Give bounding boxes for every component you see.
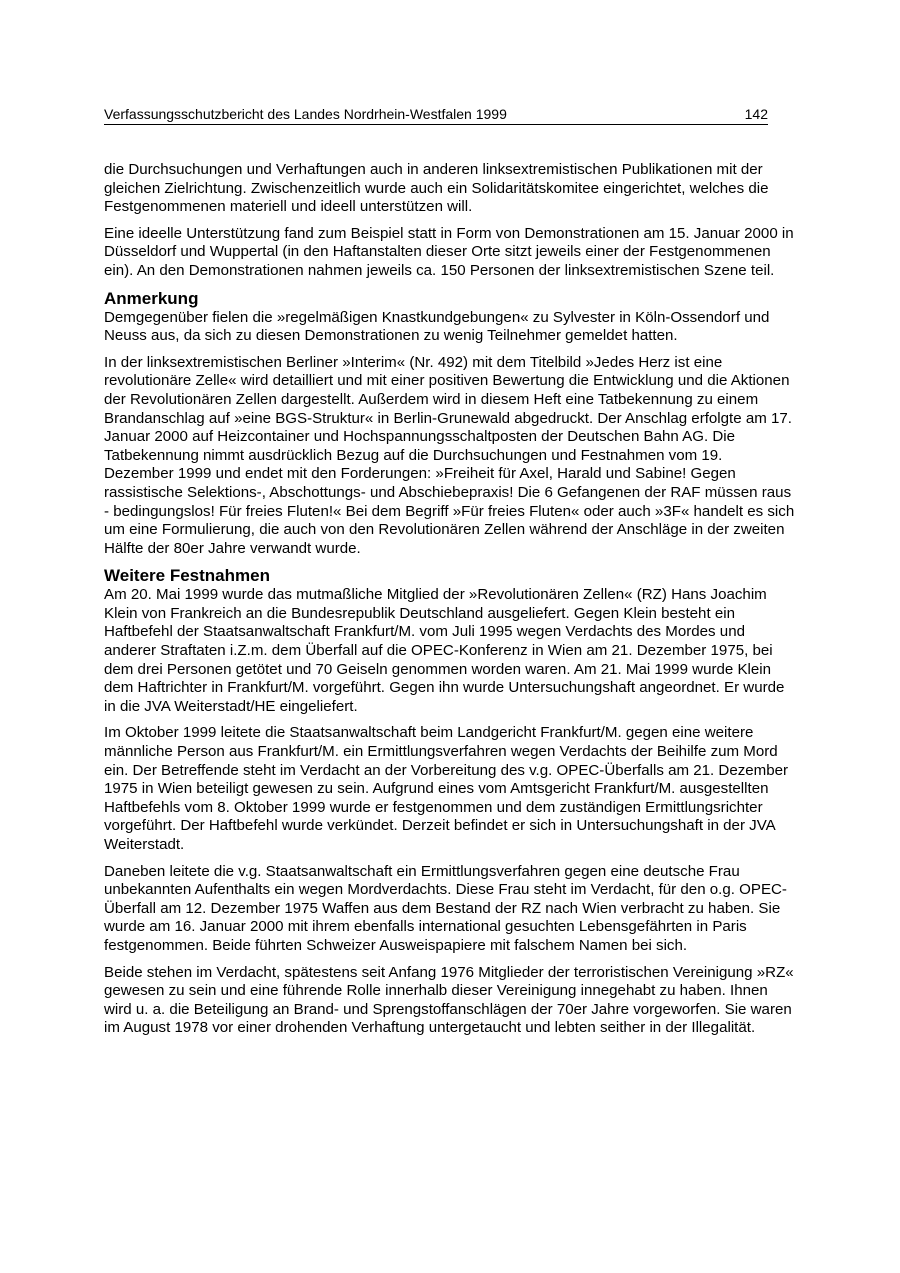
paragraph: Daneben leitete die v.g. Staatsanwaltschaft ein Ermittlungsverfahren gegen eine deutsche Frau unbekannten Aufenthalts ein wegen Mordverdachts. Diese Frau steht im Verdacht, für den o.g. OPEC-Überfall am 12. Dezember 1975 Waffen aus dem Bestand der RZ nach Wien verbracht zu haben. Sie wurde am 16. Januar 2000 mit ihrem ebenfalls international gesuchten Lebensgefährten in Paris festgenommen. Beide führten Schweizer Ausweispapiere mit falschem Namen bei sich. xyxy=(104,862,787,954)
paragraph: Im Oktober 1999 leitete die Staatsanwaltschaft beim Landgericht Frankfurt/M. gegen eine weitere männliche Person aus Frankfurt/M. ein Ermittlungsverfahren wegen Verdachts der Beihilfe zum Mord ein. Der Betreffende steht im Verdacht an der Vorbereitung des v.g. OPEC-Überfalls am 21. Dezember 1975 in Wien beteiligt gewesen zu sein. Aufgrund eines vom Amtsgericht Frankfurt/M. ausgestellten Haftbefehls vom 8. Oktober 1999 wurde er festgenommen und dem zuständigen Ermittlungsrichter vorgeführt. Der Haftbefehl wurde verkündet. Derzeit befindet er sich in Untersuchungshaft in der JVA Weiterstadt. xyxy=(104,724,789,853)
document-body xyxy=(104,161,796,1038)
page-number: 142 xyxy=(744,106,768,122)
paragraph: Beide stehen im Verdacht, spätestens seit Anfang 1976 Mitglieder der terroristischen Vereinigung »RZ« gewesen zu sein und eine führende Rolle innerhalb dieser Vereinigung innegehabt zu haben. Ihnen wird u. a. die Beteiligung an Brand- und Sprengstoffanschlägen der 70er Jahre vorgeworfen. Sie waren im August 1978 vor einer drohenden Verhaftung untergetaucht und lebten seither in der Illegalität. xyxy=(104,963,794,1037)
document-page xyxy=(104,104,796,1046)
header-title: Verfassungsschutzbericht des Landes Nordrhein-Westfalen 1999 xyxy=(104,106,507,122)
paragraph: In der linksextremistischen Berliner »Interim« (Nr. 492) mit dem Titelbild »Jedes Herz ist eine revolutionäre Zelle« wird detailliert und mit einer positiven Bewertung die Entwicklung und die Aktionen der Revolutionären Zellen dargestellt. Außerdem wird in diesem Heft eine Tatbekennung zu einem Brandanschlag auf »eine BGS-Struktur« in Berlin-Grunewald abgedruckt. Der Anschlag erfolgte am 17. Januar 2000 auf Heizcontainer und Hochspannungsschaltposten der Deutschen Bahn AG. Die Tatbekennung nimmt ausdrücklich Bezug auf die Durchsuchungen und Festnahmen vom 19. Dezember 1999 und endet mit den Forderungen: »Freiheit für Axel, Harald und Sabine! Gegen rassistische Selektions-, Abschottungs- und Abschiebepraxis! Die 6 Gefangenen der RAF müssen raus - bedingungslos! Für freies Fluten!« Bei dem Begriff »Für freies Fluten« oder auch »3F« handelt es sich um eine Formulierung, die auch von den Revolutionären Zellen während der Anschläge in der zweiten Hälfte der 80er Jahre verwandt wurde. xyxy=(104,353,795,557)
paragraph: Demgegenüber fielen die »regelmäßigen Knastkundgebungen« zu Sylvester in Köln-Ossendorf und Neuss aus, da sich zu diesen Demonstrationen zu wenig Teilnehmer gemeldet hatten. xyxy=(104,308,770,345)
paragraph: die Durchsuchungen und Verhaftungen auch in anderen linksextremistischen Publikationen mit der gleichen Zielrichtung. Zwischenzeitlich wurde auch ein Solidaritätskomitee eingerichtet, welches die Festgenommenen materiell und ideell unterstützen will. xyxy=(104,161,769,216)
section-heading-weitere-festnahmen: Weitere Festnahmen xyxy=(104,566,270,586)
paragraph: Am 20. Mai 1999 wurde das mutmaßliche Mitglied der »Revolutionären Zellen« (RZ) Hans Joachim Klein von Frankreich an die Bundesrepublik Deutschland ausgeliefert. Gegen Klein besteht ein Haftbefehl der Staatsanwaltschaft Frankfurt/M. vom Juli 1995 wegen Verdachts des Mordes und anderer Straftaten i.Z.m. dem Überfall auf die OPEC-Konferenz in Wien am 21. Dezember 1975, bei dem drei Personen getötet und 70 Geiseln genommen worden waren. Am 21. Mai 1999 wurde Klein dem Haftrichter in Frankfurt/M. vorgeführt. Gegen ihn wurde Untersuchungshaft angeordnet. Er wurde in die JVA Weiterstadt/HE eingeliefert. xyxy=(104,586,785,715)
running-header xyxy=(104,104,768,125)
paragraph: Eine ideelle Unterstützung fand zum Beispiel statt in Form von Demonstrationen am 15. Januar 2000 in Düsseldorf und Wuppertal (in den Haftanstalten dieser Orte sitzt jeweils einer der Festgenommenen ein). An den Demonstrationen nahmen jeweils ca. 150 Personen der linksextremistischen Szene teil. xyxy=(104,224,794,279)
section-heading-anmerkung: Anmerkung xyxy=(104,288,199,308)
